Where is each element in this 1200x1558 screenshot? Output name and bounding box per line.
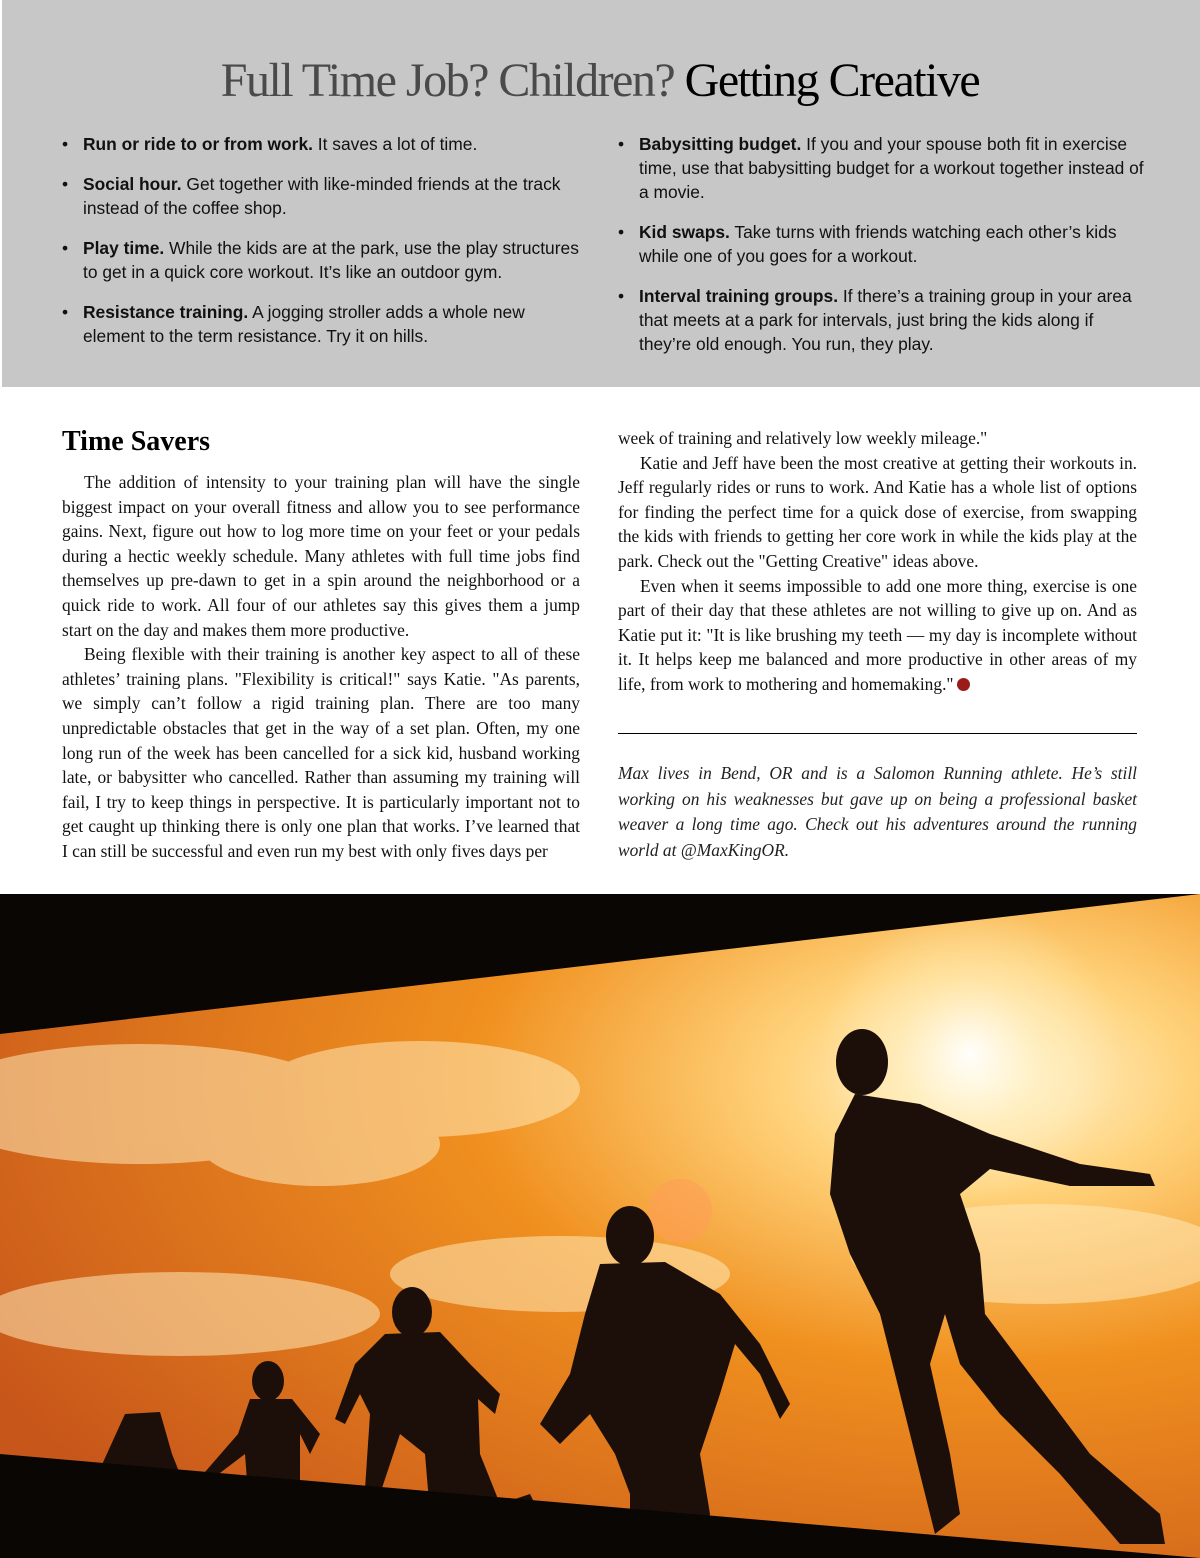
tip-text: Take turns with friends watching each other’s kids while one of you goes for a workout. [639, 222, 1117, 266]
bullet-icon: • [62, 174, 69, 194]
sidebar-title-light: Full Time Job? Children? [220, 54, 675, 107]
tip-label: Babysitting budget. [639, 134, 802, 154]
bullet-icon: • [618, 134, 625, 154]
tip-label: Social hour. [83, 174, 182, 194]
tip-item [62, 172, 590, 220]
tips-list-right [618, 132, 1146, 372]
tip-item [618, 284, 1146, 356]
author-bio: Max lives in Bend, OR and is a Salomon Running athlete. He’s still working on his weaknesses but gave up on being a professional basket weaver a long time ago. Check out his adventures around the running world at @MaxKingOR. [618, 763, 1137, 860]
tip-item [62, 236, 590, 284]
bullet-icon: • [62, 302, 69, 322]
tip-item [618, 220, 1146, 268]
tip-label: Kid swaps. [639, 222, 730, 242]
tip-label: Interval training groups. [639, 286, 839, 306]
divider [618, 733, 1137, 734]
article-column-right [618, 426, 1137, 697]
body-paragraph: Katie and Jeff have been the most creative at getting their workouts in. Jeff regularly rides or runs to work. And Katie has a whole list of options for finding the perfect time for a quick dose of exercise, from swapping the kids with friends to getting her core work in while the kids play at the park. Check out the "Getting Creative" ideas above. [618, 452, 1137, 571]
bullet-icon: • [618, 286, 625, 306]
tip-text: While the kids are at the park, use the play structures to get in a quick core workout. It’s like an outdoor gym. [83, 238, 579, 282]
tip-item [62, 300, 590, 348]
tip-label: Play time. [83, 238, 165, 258]
final-paragraph-text: Even when it seems impossible to add one more thing, exercise is one part of their day that these athletes are not willing to give up on. And as Katie put it: "It is like brushing my teeth — my day is incomplete without it. It helps keep me balanced and more productive in other areas of my life, from work to mothering and homemaking." [618, 575, 1137, 694]
lens-flare [648, 1179, 712, 1243]
body-paragraph-continued: week of training and relatively low weekly mileage." [618, 428, 988, 448]
tip-text: Get together with like-minded friends at the track instead of the coffee shop. [83, 174, 561, 218]
bullet-icon: • [62, 238, 69, 258]
section-heading: Time Savers [62, 426, 211, 457]
tip-text: A jogging stroller adds a whole new element to the term resistance. Try it on hills. [83, 302, 525, 346]
tip-item [618, 132, 1146, 204]
tips-list-left [62, 132, 590, 364]
runners-silhouette-photo [0, 894, 1200, 1558]
tip-item [62, 132, 590, 156]
bullet-icon: • [62, 134, 69, 154]
tip-text: If you and your spouse both fit in exercise time, use that babysitting budget for a workout together instead of a movie. [639, 134, 1144, 202]
body-paragraph: The addition of intensity to your training plan will have the single biggest impact on your overall fitness and allow you to see performance gains. Next, figure out how to log more time on your feet or your pedals during a hectic weekly schedule. Many athletes with full time jobs find themselves up pre-dawn to get in a spin around the neighborhood or a quick ride to work. All four of our athletes say this gives them a jump start on the day and makes them more productive. [62, 472, 580, 640]
body-paragraph: Being flexible with their training is another key aspect to all of these athletes’ training plans. "Flexibility is critical!" says Katie. "As parents, we simply can’t follow a rigid training plan. There are too many unpredictable obstacles that get in the way of a set plan. Often, my one long run of the week has been cancelled for a sick kid, husband working late, or babysitter who cancelled. Rather than assuming my training will fail, I try to keep things in perspective. It is particularly important not to get caught up thinking there is only one plan that works. I’ve learned that I can still be successful and even run my best with only fives days per [62, 644, 580, 861]
article-column-left [62, 470, 580, 864]
tip-text: If there’s a training group in your area that meets at a park for intervals, just bring the kids along if they’re old enough. You run, they play. [639, 286, 1132, 354]
bullet-icon: • [618, 222, 625, 242]
tip-label: Run or ride to or from work. [83, 134, 313, 154]
end-of-article-icon [957, 678, 970, 691]
sidebar-title [0, 50, 1200, 112]
sidebar-title-dark: Getting Creative [684, 54, 980, 107]
body-paragraph-final [618, 574, 1137, 697]
tip-text: It saves a lot of time. [317, 134, 478, 154]
tip-label: Resistance training. [83, 302, 249, 322]
